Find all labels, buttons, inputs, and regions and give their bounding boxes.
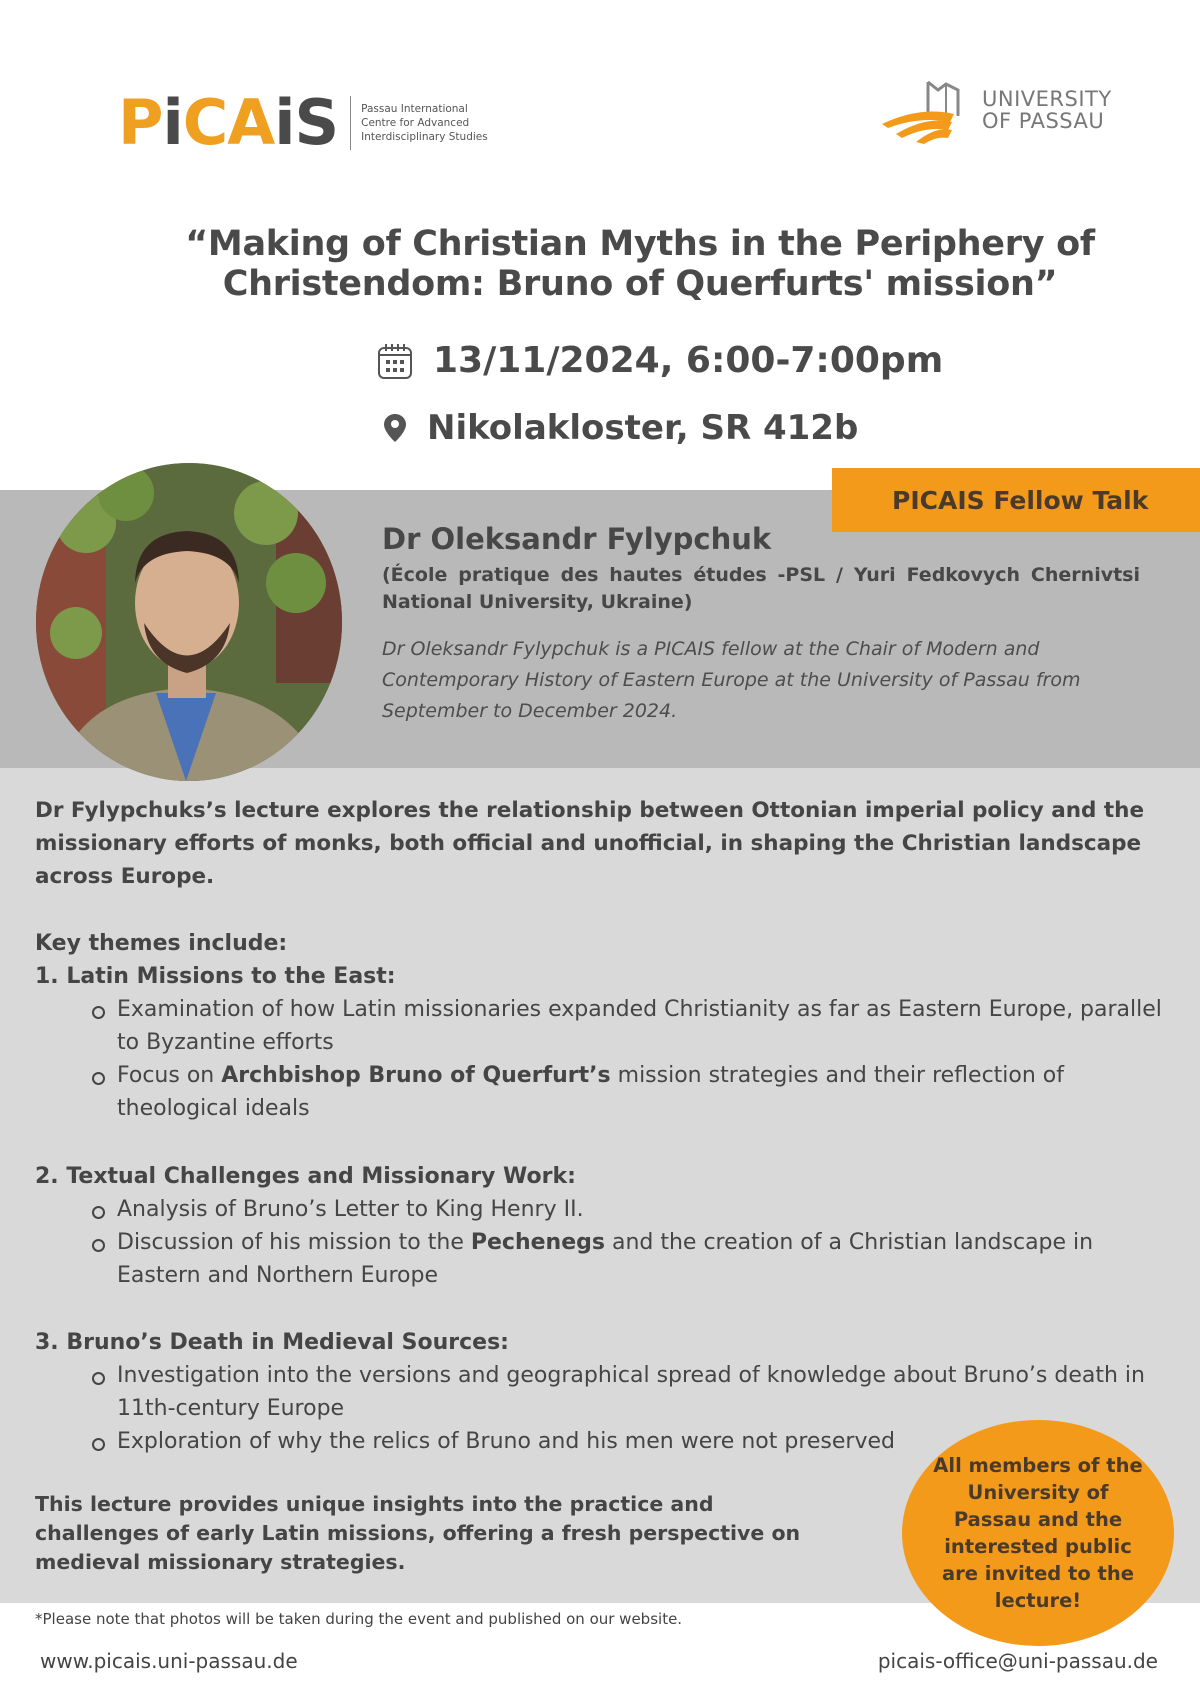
university-logo [880,76,1112,144]
speaker-bio: Dr Oleksandr Fylypchuk is a PICAIS fellow at the Chair of Modern and Contemporary History of Eastern Europe at the University of Passau from September to December 2024. [382,638,1081,722]
list-item: Exploration of why the relics of Bruno and his men were not preserved [117,1425,1165,1458]
map-pin-icon [383,413,407,443]
theme-section-2 [35,1160,1165,1292]
theme-section-1 [35,960,1165,1125]
section-title: 2. Textual Challenges and Missionary Work: [35,1164,576,1189]
picais-wordmark: PiCAiS [118,86,339,159]
speaker-affiliation: (École pratique des hautes études -PSL / Yuri Fedkovych Chernivtsi National University, Ukraine) [382,564,1140,613]
event-date [377,340,943,381]
section-title: 3. Bruno’s Death in Medieval Sources: [35,1330,509,1355]
event-location [383,408,858,448]
event-title: “Making of Christian Myths in the Periphery of Christendom: Bruno of Querfurts' mission” [185,224,1095,304]
event-location-text: Nikolakloster, SR 412b [427,408,859,448]
website-link[interactable]: www.picais.uni-passau.de [40,1649,298,1673]
logo-divider [350,96,351,150]
bullet-list [117,1193,1165,1292]
event-date-text: 13/11/2024, 6:00-7:00pm [433,340,944,381]
list-item: Analysis of Bruno’s Letter to King Henry II. [117,1193,1165,1226]
university-line-1: UNIVERSITY [982,87,1112,111]
picais-logo [118,86,488,159]
university-building-icon [880,76,980,144]
list-item: Focus on Archbishop Bruno of Querfurt’s mission strategies and their reflection of theological ideals [117,1059,1165,1125]
themes-heading: Key themes include: [35,931,288,956]
section-title: 1. Latin Missions to the East: [35,964,396,989]
speaker-name: Dr Oleksandr Fylypchuk [382,522,772,556]
list-item: Investigation into the versions and geographical spread of knowledge about Bruno’s death in 11th-century Europe [117,1359,1165,1425]
list-item: Discussion of his mission to the Pechenegs and the creation of a Christian landscape in Eastern and Northern Europe [117,1226,1165,1292]
speaker-photo [36,463,342,781]
lecture-intro: Dr Fylypchuks’s lecture explores the relationship between Ottonian imperial policy and the missionary efforts of monks, both official and unofficial, in shaping the Christian landscape across Europe. [35,798,1145,889]
list-item: Examination of how Latin missionaries expanded Christianity as far as Eastern Europe, parallel to Byzantine efforts [117,993,1165,1059]
lecture-closing: This lecture provides unique insights into the practice and challenges of early Latin missions, offering a fresh perspective on medieval missionary strategies. [35,1492,801,1574]
university-line-2: OF PASSAU [982,109,1105,133]
bullet-list [117,993,1165,1125]
email-link[interactable]: picais-office@uni-passau.de [877,1649,1158,1673]
picais-subtitle: Passau International Centre for Advanced Interdisciplinary Studies [361,103,488,143]
fellow-talk-tag: PICAIS Fellow Talk [832,468,1200,532]
calendar-icon [377,342,413,380]
invitation-badge: All members of the University of Passau and the interested public are invited to the lecture! [902,1420,1174,1646]
photo-note: *Please note that photos will be taken during the event and published on our website. [35,1610,683,1628]
